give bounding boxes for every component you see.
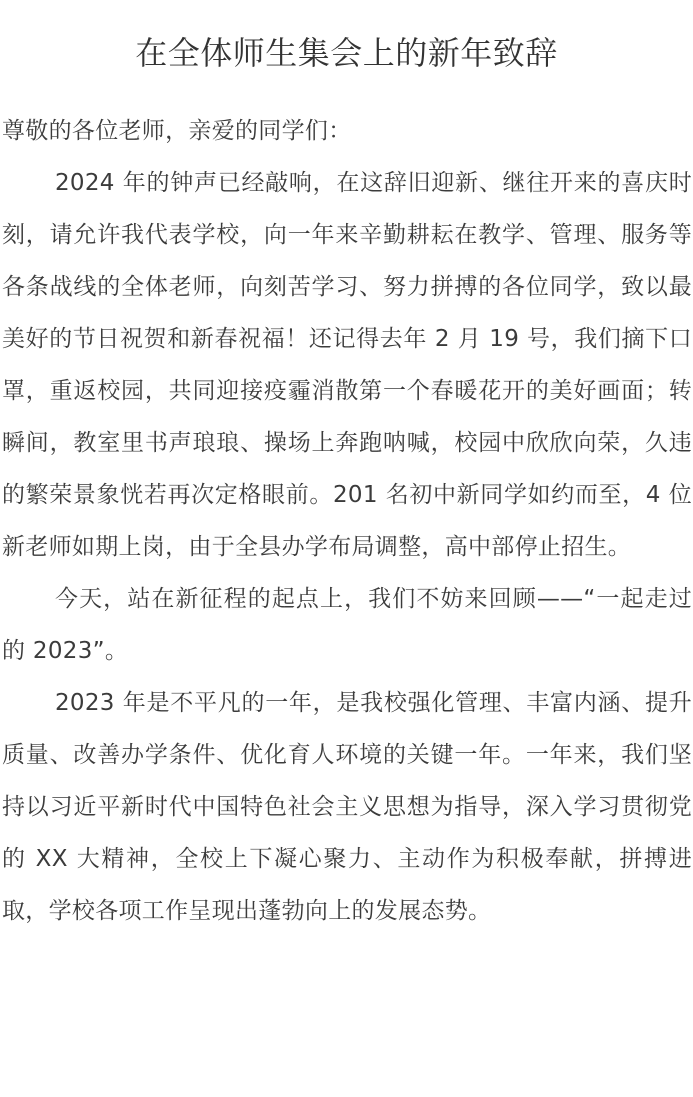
paragraph-3: 2023 年是不平凡的一年，是我校强化管理、丰富内涵、提升质量、改善办学条件、优化育人环境的关键一年。一年来，我们坚持以习近平新时代中国特色社会主义思想为指导，深入学习贯彻党的 XX 大精神，全校上下凝心聚力、主动作为积极奉献，拼搏进取，学校各项工作呈现出蓬勃向上的发展态势。 [2, 690, 692, 924]
document-body [2, 105, 692, 937]
paragraph-1: 2024 年的钟声已经敲响，在这辞旧迎新、继往开来的喜庆时刻，请允许我代表学校，向一年来辛勤耕耘在教学、管理、服务等各条战线的全体老师，向刻苦学习、努力拼搏的各位同学，致以最美好的节日祝贺和新春祝福！还记得去年 2 月 19 号，我们摘下口罩，重返校园，共同迎接疫霾消散第一个春暖花开的美好画面；转瞬间，教室里书声琅琅、操场上奔跑呐喊，校园中欣欣向荣，久违的繁荣景象恍若再次定格眼前。201 名初中新同学如约而至，4 位新老师如期上岗，由于全县办学布局调整，高中部停止招生。 [2, 170, 692, 560]
greeting-line: 尊敬的各位老师，亲爱的同学们： [2, 118, 352, 144]
paragraph-2: 今天，站在新征程的起点上，我们不妨来回顾——“一起走过的 2023”。 [2, 586, 692, 664]
document-title: 在全体师生集会上的新年致辞 [135, 34, 558, 72]
